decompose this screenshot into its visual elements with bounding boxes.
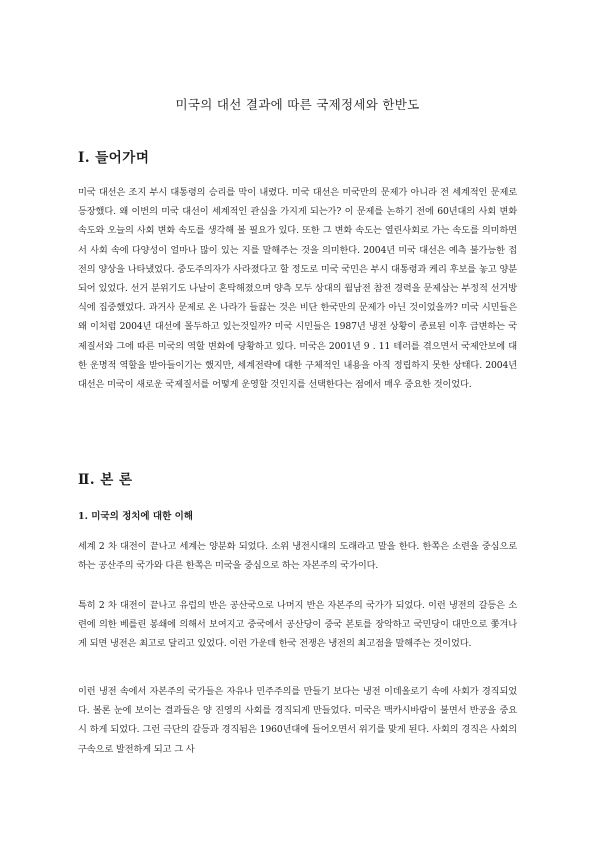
intro-paragraph: 미국 대선은 조지 부시 대통령의 승리를 막이 내렸다. 미국 대선은 미국만의 문제가 아니라 전 세계적인 문제로 등장했다. 왜 이번의 미국 대선이 세계적인 관심을 가지게 되는가? 이 문제를 논하기 전에 60년대의 사회 변화 속도와 오늘의 사회 변화 속도를 생각해 볼 필요가 있다. 또한 그 변화 속도는 열린사회로 가는 속도를 의미하면서 사회 속에 다양성이 얼마나 많이 있는 지를 말해주는 것을 의미한다. 2004년 미국 대선은 예측 불가능한 접전의 양상을 나타냈었다. 중도주의자가 사라졌다고 할 정도로 미국 국민은 부시 대통령과 케리 후보를 놓고 양분되어 있었다. 선거 분위기도 나날이 혼탁해졌으며 양측 모두 상대의 월남전 참전 경력을 문제삼는 부정적 선거방식에 집중했었다. 과거사 문제로 온 나라가 들끓는 것은 비단 한국만의 문제가 아닌 것이었을까? 미국 시민들은 왜 이처럼 2004년 대선에 몰두하고 있는것일까? 미국 시민들은 1987년 냉전 상황이 종료된 이후 급변하는 국제질서와 그에 따른 미국의 역할 변화에 당황하고 있다. 미국은 2001년 9 . 11 테러를 겪으면서 국제안보에 대한 운명적 역할을 받아들이기는 했지만, 세계전략에 대한 구체적인 내용을 아직 정립하지 못한 상태다. 2004년 대선은 미국이 새로운 국제질서를 어떻게 운영할 것인지를 선택한다는 점에서 매우 중요한 것이었다. bbox=[78, 187, 517, 391]
body-paragraph-1: 세계 2 차 대전이 끝나고 세계는 양분화 되었다. 소위 냉전시대의 도래라고 말을 한다. 한쪽은 소련을 중심으로 하는 공산주의 국가와 다른 한쪽은 미국을 중심으로 하는 자본주의 국가이다. bbox=[78, 541, 517, 572]
subsection-heading-us-politics: 1. 미국의 정치에 대한 이해 bbox=[78, 511, 193, 522]
body-paragraph-2: 특히 2 차 대전이 끝나고 유럽의 반은 공산국으로 나머지 반은 자본주의 국가가 되었다. 이런 냉전의 갈등은 소련에 의한 베를린 봉쇄에 의해서 보여지고 중국에서 공산당이 중국 본토를 장악하고 국민당이 대만으로 쫓겨나게 되면 냉전은 최고로 달리고 있었다. 이런 가운데 한국 전쟁은 냉전의 최고점을 말해주는 것이었다. bbox=[78, 600, 517, 650]
document-title: 미국의 대선 결과에 따른 국제정세와 한반도 bbox=[175, 97, 420, 112]
section-heading-body: Ⅱ. 본 론 bbox=[78, 472, 133, 488]
body-paragraph-3: 이런 냉전 속에서 자본주의 국가들은 자유나 민주주의를 만들기 보다는 냉전 이데올로기 속에 사회가 경직되었다. 볼론 눈에 보이는 결과들은 양 진영의 사회를 경직되게 만들었다. 미국은 맥카시바람이 불면서 반공을 중요시 하게 되었다. 그런 극단의 갈등과 경직됨은 1960년대에 들어오면서 위기를 맞게 된다. 사회의 경직은 사회의 구속으로 발전하게 되고 그 사 bbox=[78, 686, 517, 755]
section-heading-intro: Ⅰ. 들어가며 bbox=[78, 150, 150, 166]
